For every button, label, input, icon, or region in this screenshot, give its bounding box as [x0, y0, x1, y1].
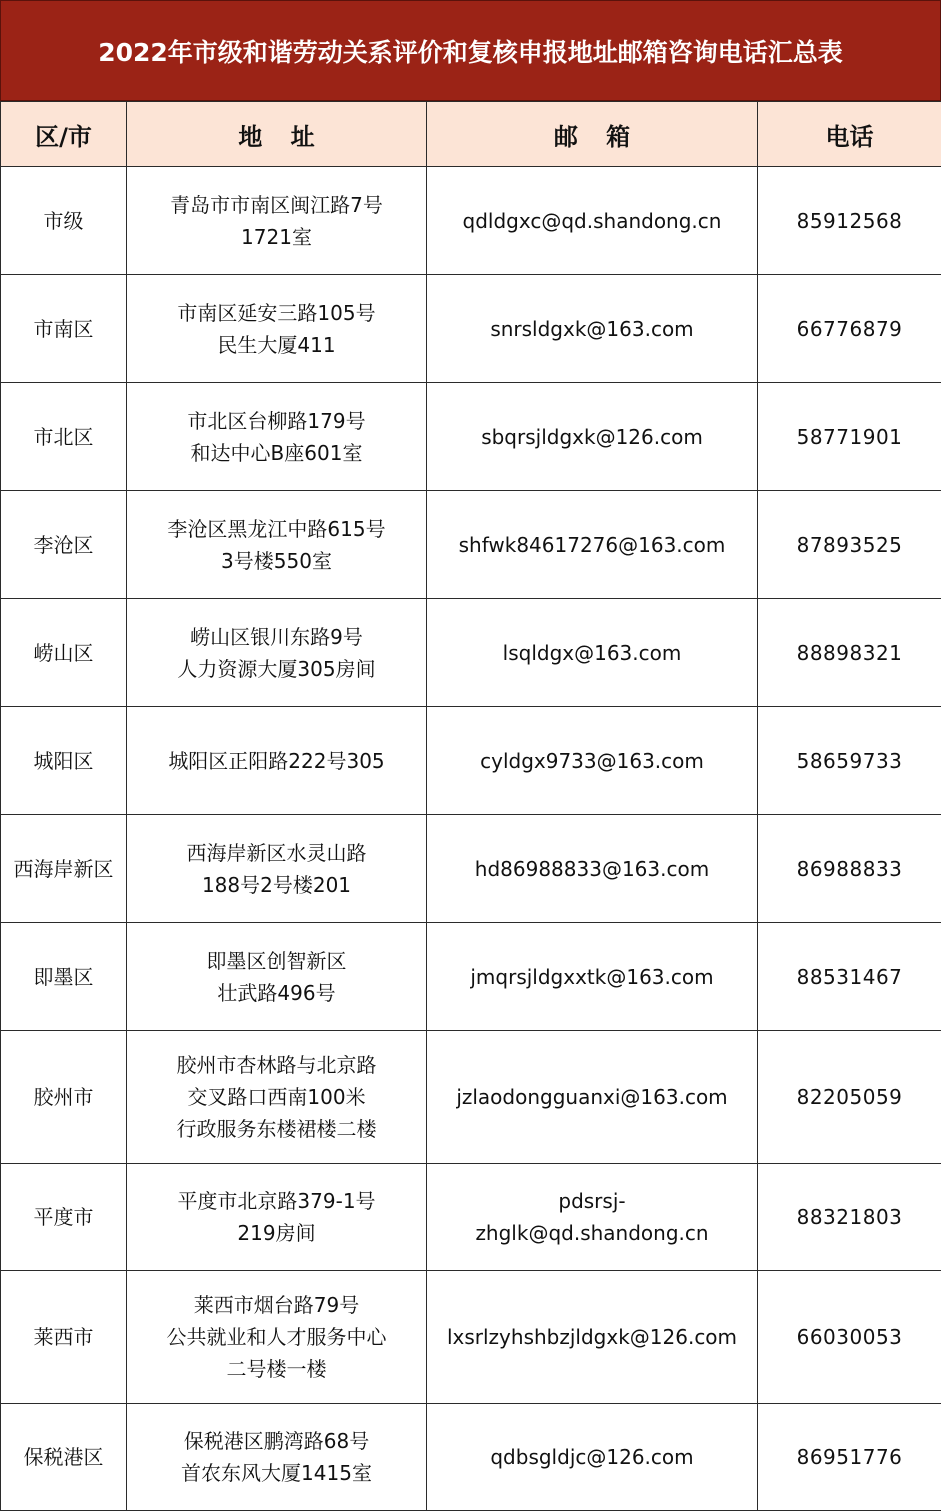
table-row — [1, 491, 941, 599]
email-cell — [427, 1404, 758, 1511]
district-cell: 市北区 — [1, 383, 127, 491]
address-line: 市南区延安三路105号 — [131, 297, 422, 329]
district-cell: 李沧区 — [1, 491, 127, 599]
district-cell: 崂山区 — [1, 599, 127, 707]
phone-cell: 88531467 — [758, 923, 941, 1031]
column-header-address: 地 址 — [127, 102, 427, 167]
email-line: lxsrlzyhshbzjldgxk@126.com — [431, 1321, 753, 1353]
address-cell — [127, 599, 427, 707]
email-line: pdsrsj- — [431, 1185, 753, 1217]
address-cell — [127, 1271, 427, 1404]
table-row — [1, 1164, 941, 1271]
address-line: 胶州市杏林路与北京路 — [131, 1049, 422, 1081]
district-cell: 平度市 — [1, 1164, 127, 1271]
phone-cell: 66776879 — [758, 275, 941, 383]
email-cell — [427, 707, 758, 815]
address-line: 壮武路496号 — [131, 977, 422, 1009]
address-cell — [127, 923, 427, 1031]
address-cell — [127, 1404, 427, 1511]
address-line: 公共就业和人才服务中心 — [131, 1321, 422, 1353]
address-cell — [127, 707, 427, 815]
address-line: 市北区台柳路179号 — [131, 405, 422, 437]
phone-cell: 88321803 — [758, 1164, 941, 1271]
address-line: 保税港区鹏湾路68号 — [131, 1425, 422, 1457]
table-row — [1, 815, 941, 923]
contact-table — [0, 101, 941, 1511]
address-line: 交叉路口西南100米 — [131, 1081, 422, 1113]
phone-cell: 88898321 — [758, 599, 941, 707]
column-header-district: 区/市 — [1, 102, 127, 167]
email-cell — [427, 1271, 758, 1404]
address-cell — [127, 815, 427, 923]
district-cell: 莱西市 — [1, 1271, 127, 1404]
email-line: hd86988833@163.com — [431, 853, 753, 885]
email-cell — [427, 599, 758, 707]
address-cell — [127, 1031, 427, 1164]
table-row — [1, 275, 941, 383]
email-line: snrsldgxk@163.com — [431, 313, 753, 345]
district-cell: 即墨区 — [1, 923, 127, 1031]
address-cell — [127, 491, 427, 599]
phone-cell: 82205059 — [758, 1031, 941, 1164]
email-line: cyldgx9733@163.com — [431, 745, 753, 777]
table-row — [1, 599, 941, 707]
table-row — [1, 923, 941, 1031]
email-line: qdbsgldjc@126.com — [431, 1441, 753, 1473]
address-line: 219房间 — [131, 1217, 422, 1249]
address-line: 西海岸新区水灵山路 — [131, 837, 422, 869]
address-line: 行政服务东楼裙楼二楼 — [131, 1113, 422, 1145]
table-row — [1, 1031, 941, 1164]
table-row — [1, 167, 941, 275]
address-line: 民生大厦411 — [131, 329, 422, 361]
district-cell: 西海岸新区 — [1, 815, 127, 923]
district-cell: 保税港区 — [1, 1404, 127, 1511]
phone-cell: 58771901 — [758, 383, 941, 491]
address-line: 二号楼一楼 — [131, 1353, 422, 1385]
table-row — [1, 383, 941, 491]
address-line: 莱西市烟台路79号 — [131, 1289, 422, 1321]
district-cell: 城阳区 — [1, 707, 127, 815]
table-row — [1, 1404, 941, 1511]
table-row — [1, 1271, 941, 1404]
phone-cell: 86988833 — [758, 815, 941, 923]
header-row — [1, 102, 941, 167]
email-line: jzlaodongguanxi@163.com — [431, 1081, 753, 1113]
address-line: 平度市北京路379-1号 — [131, 1185, 422, 1217]
email-line: jmqrsjldgxxtk@163.com — [431, 961, 753, 993]
district-cell: 市南区 — [1, 275, 127, 383]
email-cell — [427, 1031, 758, 1164]
district-cell: 胶州市 — [1, 1031, 127, 1164]
address-line: 城阳区正阳路222号305 — [131, 745, 422, 777]
address-line: 李沧区黑龙江中路615号 — [131, 513, 422, 545]
address-line: 3号楼550室 — [131, 545, 422, 577]
email-line: qdldgxc@qd.shandong.cn — [431, 205, 753, 237]
address-cell — [127, 275, 427, 383]
email-cell — [427, 815, 758, 923]
district-cell: 市级 — [1, 167, 127, 275]
table-row — [1, 707, 941, 815]
address-line: 188号2号楼201 — [131, 869, 422, 901]
email-cell — [427, 1164, 758, 1271]
address-line: 1721室 — [131, 221, 422, 253]
address-cell — [127, 1164, 427, 1271]
phone-cell: 85912568 — [758, 167, 941, 275]
address-line: 即墨区创智新区 — [131, 945, 422, 977]
email-cell — [427, 491, 758, 599]
email-cell — [427, 275, 758, 383]
column-header-email: 邮 箱 — [427, 102, 758, 167]
phone-cell: 58659733 — [758, 707, 941, 815]
sheet-title: 2022年市级和谐劳动关系评价和复核申报地址邮箱咨询电话汇总表 — [0, 0, 941, 101]
email-cell — [427, 167, 758, 275]
phone-cell: 66030053 — [758, 1271, 941, 1404]
email-line: shfwk84617276@163.com — [431, 529, 753, 561]
phone-cell: 86951776 — [758, 1404, 941, 1511]
email-cell — [427, 923, 758, 1031]
email-line: sbqrsjldgxk@126.com — [431, 421, 753, 453]
email-cell — [427, 383, 758, 491]
address-line: 和达中心B座601室 — [131, 437, 422, 469]
email-line: lsqldgx@163.com — [431, 637, 753, 669]
address-cell — [127, 383, 427, 491]
address-line: 首农东风大厦1415室 — [131, 1457, 422, 1489]
address-line: 崂山区银川东路9号 — [131, 621, 422, 653]
address-line: 人力资源大厦305房间 — [131, 653, 422, 685]
table-body — [1, 167, 941, 1511]
address-line: 青岛市市南区闽江路7号 — [131, 189, 422, 221]
email-line: zhglk@qd.shandong.cn — [431, 1217, 753, 1249]
phone-cell: 87893525 — [758, 491, 941, 599]
address-cell — [127, 167, 427, 275]
column-header-phone: 电话 — [758, 102, 941, 167]
